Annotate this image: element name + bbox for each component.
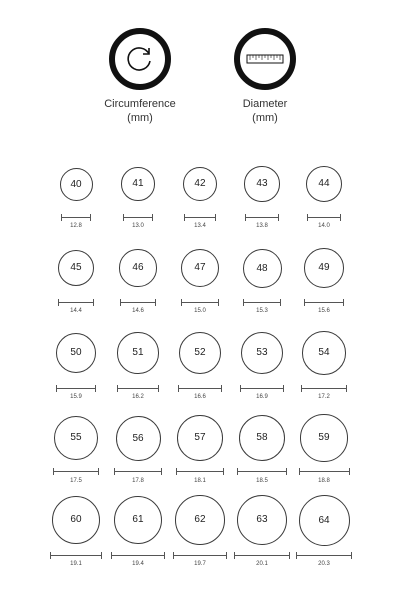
ring-circle: 53: [241, 332, 284, 375]
ring-circle: 46: [119, 249, 156, 286]
ring-circle: 48: [243, 249, 282, 288]
diameter-value: 17.2: [318, 394, 330, 400]
diameter-measure-line: [56, 385, 97, 393]
diameter-value: 13.8: [256, 223, 268, 229]
circumference-label-line2: (mm): [127, 112, 153, 124]
diameter-measure-line: [237, 468, 287, 476]
diameter-measure-line: [120, 299, 156, 307]
diameter-measure-line: [117, 385, 159, 393]
ring-circle: 40: [60, 168, 93, 201]
diameter-measure-line: [114, 468, 162, 476]
diameter-measure-line: [123, 214, 154, 222]
diameter-value: 20.1: [256, 561, 268, 567]
diameter-measure-line: [234, 552, 290, 560]
diameter-value: 14.4: [70, 308, 82, 314]
ring-circle: 44: [306, 166, 342, 202]
diameter-measure-line: [304, 299, 344, 307]
diameter-value: 17.5: [70, 478, 82, 484]
diameter-value: 16.2: [132, 394, 144, 400]
ring-circle: 52: [179, 332, 221, 374]
diameter-measure-line: [176, 468, 225, 476]
diameter-value: 12.8: [70, 223, 82, 229]
ring-circle: 47: [181, 249, 219, 287]
diameter-value: 14.0: [318, 223, 330, 229]
ring-circle: 60: [52, 496, 100, 544]
ring-circle: 43: [244, 166, 279, 201]
ring-circle: 58: [239, 415, 286, 462]
ring-circle: 50: [56, 333, 96, 373]
diameter-value: 17.8: [132, 478, 144, 484]
diameter-value: 16.9: [256, 394, 268, 400]
ring-circle: 59: [300, 414, 347, 461]
diameter-measure-line: [61, 214, 91, 222]
diameter-value: 19.1: [70, 561, 82, 567]
diameter-measure-line: [173, 552, 227, 560]
diameter-value: 20.3: [318, 561, 330, 567]
diameter-measure-line: [245, 214, 279, 222]
diameter-measure-line: [296, 552, 352, 560]
diameter-value: 18.5: [256, 478, 268, 484]
diameter-measure-line: [111, 552, 164, 560]
diameter-value: 15.9: [70, 394, 82, 400]
ring-circle: 64: [299, 495, 350, 546]
ring-circle: 42: [183, 167, 217, 201]
diameter-measure-line: [301, 385, 346, 393]
ring-circle: 63: [237, 495, 288, 546]
diameter-value: 13.4: [194, 223, 206, 229]
diameter-measure-line: [58, 299, 94, 307]
diameter-value: 18.8: [318, 478, 330, 484]
diameter-value: 19.4: [132, 561, 144, 567]
ring-circle: 49: [304, 248, 344, 288]
ring-circle: 54: [302, 331, 346, 375]
diameter-label-line2: (mm): [252, 112, 278, 124]
diameter-measure-line: [307, 214, 341, 222]
ring-circle: 41: [121, 167, 154, 200]
ring-circle: 61: [114, 496, 163, 545]
diameter-value: 16.6: [194, 394, 206, 400]
diameter-measure-line: [53, 468, 99, 476]
diameter-measure-line: [181, 299, 219, 307]
diameter-measure-line: [240, 385, 284, 393]
diameter-value: 15.6: [318, 308, 330, 314]
ring-circle: 45: [58, 250, 95, 287]
diameter-value: 15.3: [256, 308, 268, 314]
ring-circle: 55: [54, 416, 98, 460]
diameter-measure-line: [184, 214, 216, 222]
ring-circle: 57: [177, 415, 223, 461]
ring-circle: 62: [175, 495, 225, 545]
diameter-value: 19.7: [194, 561, 206, 567]
diameter-value: 13.0: [132, 223, 144, 229]
ring-circle: 51: [117, 332, 158, 373]
diameter-value: 15.0: [194, 308, 206, 314]
diameter-measure-line: [243, 299, 282, 307]
diameter-label-line1: Diameter: [242, 98, 288, 110]
ring-circle: 56: [116, 416, 161, 461]
circumference-label-line1: Circumference: [104, 98, 176, 110]
diameter-value: 18.1: [194, 478, 206, 484]
diameter-measure-line: [178, 385, 221, 393]
diameter-measure-line: [50, 552, 102, 560]
diameter-measure-line: [299, 468, 350, 476]
diameter-value: 14.6: [132, 308, 144, 314]
